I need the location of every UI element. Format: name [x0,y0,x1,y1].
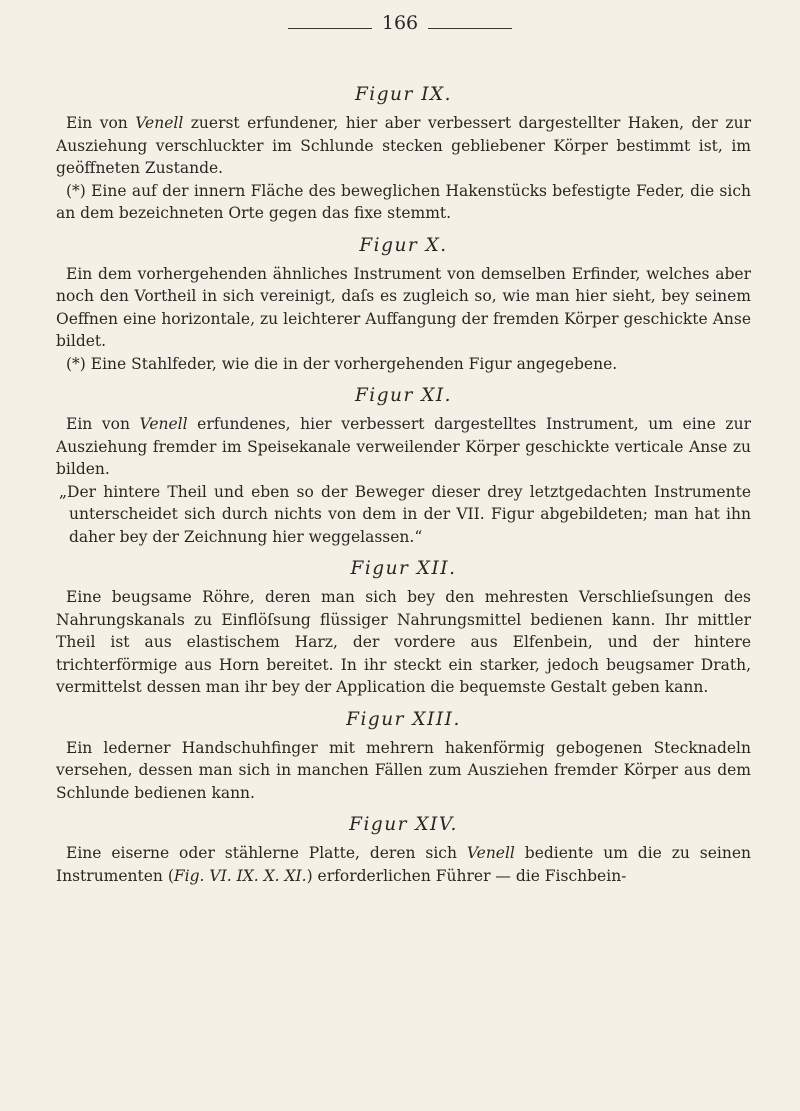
page-body [56,84,751,887]
figure-heading: Figur IX. [354,84,453,105]
footnote-paragraph: (*) Eine auf der innern Fläche des beweglichen Hakenstücks befestigte Feder, die sich an dem bezeichneten Orte gegen das fixe stemmt. [56,181,751,222]
paragraph: Ein von Venell erfundenes, hier verbessert dargestelltes Instrument, um eine zur Ausziehung fremder im Speisekanale verweilender Körper geschickte verticale Anse zu bilden. [56,415,751,478]
page-number: 166 [381,12,419,34]
paragraph: Ein lederner Handschuhfinger mit mehrern hakenförmig gebogenen Stecknadeln versehen, dessen man sich in manchen Fällen zum Ausziehen fremder Körper aus dem Schlunde bedienen kann. [56,738,751,802]
figure-heading: Figur XII. [350,558,457,579]
page-header [0,12,800,42]
paragraph: Ein dem vorhergehenden ähnliches Instrument von demselben Erfinder, welches aber noch den Vortheil in sich vereinigt, daſs es zugleich so, wie man hier sieht, bey seinem Oeffnen eine horizontale, zu leichterer Auffangung der fremden Körper geschickte Anse bildet. [56,264,751,350]
paragraph: Eine eiserne oder stählerne Platte, deren sich Venell bediente um die zu seinen Instrumenten (Fig. VI. IX. X. XI.) erforderlichen Führer — die Fischbein- [56,844,751,885]
author-name: Venell [466,844,515,862]
figure-heading: Figur X. [359,234,448,256]
footnote-paragraph: (*) Eine Stahlfeder, wie die in der vorhergehenden Figur angegebene. [66,354,618,373]
quoted-note: „Der hintere Theil und eben so der Beweger dieser drey letztgedachten Instrumente unterscheidet sich durch nichts von dem in der VII. Figur abgebildeten; man hat ihn daher bey der Zeichnung hier weggelassen.“ [59,482,751,546]
author-name: Venell [139,415,188,433]
figure-reference: Fig. VI. IX. X. XI. [173,866,307,885]
author-name: Venell [135,114,184,132]
paragraph: Eine beugsame Röhre, deren man sich bey den mehresten Verschlieſsungen des Nahrungskanals zu Einflöſsung flüssiger Nahrungsmittel bedienen kann. Ihr mittler Theil ist aus elastischem Harz, der vordere aus Elfenbein, und der hintere trichterförmige aus Horn bereitet. In ihr steckt ein starker, jedoch beugsamer Drath, vermittelst dessen man ihr bey der Application die bequemste Gestalt geben kann. [56,588,751,696]
figure-heading: Figur XIII. [346,708,461,730]
header-rule-left [288,28,372,29]
figure-heading: Figur XIV. [349,814,458,835]
paragraph: Ein von Venell zuerst erfundener, hier aber verbessert dargestellter Haken, der zur Ausziehung verschluckter im Schlunde stecken gebliebener Körper bestimmt ist, im geöffneten Zustande. [56,114,751,177]
figure-heading: Figur XI. [354,385,453,406]
header-rule-right [428,28,512,29]
